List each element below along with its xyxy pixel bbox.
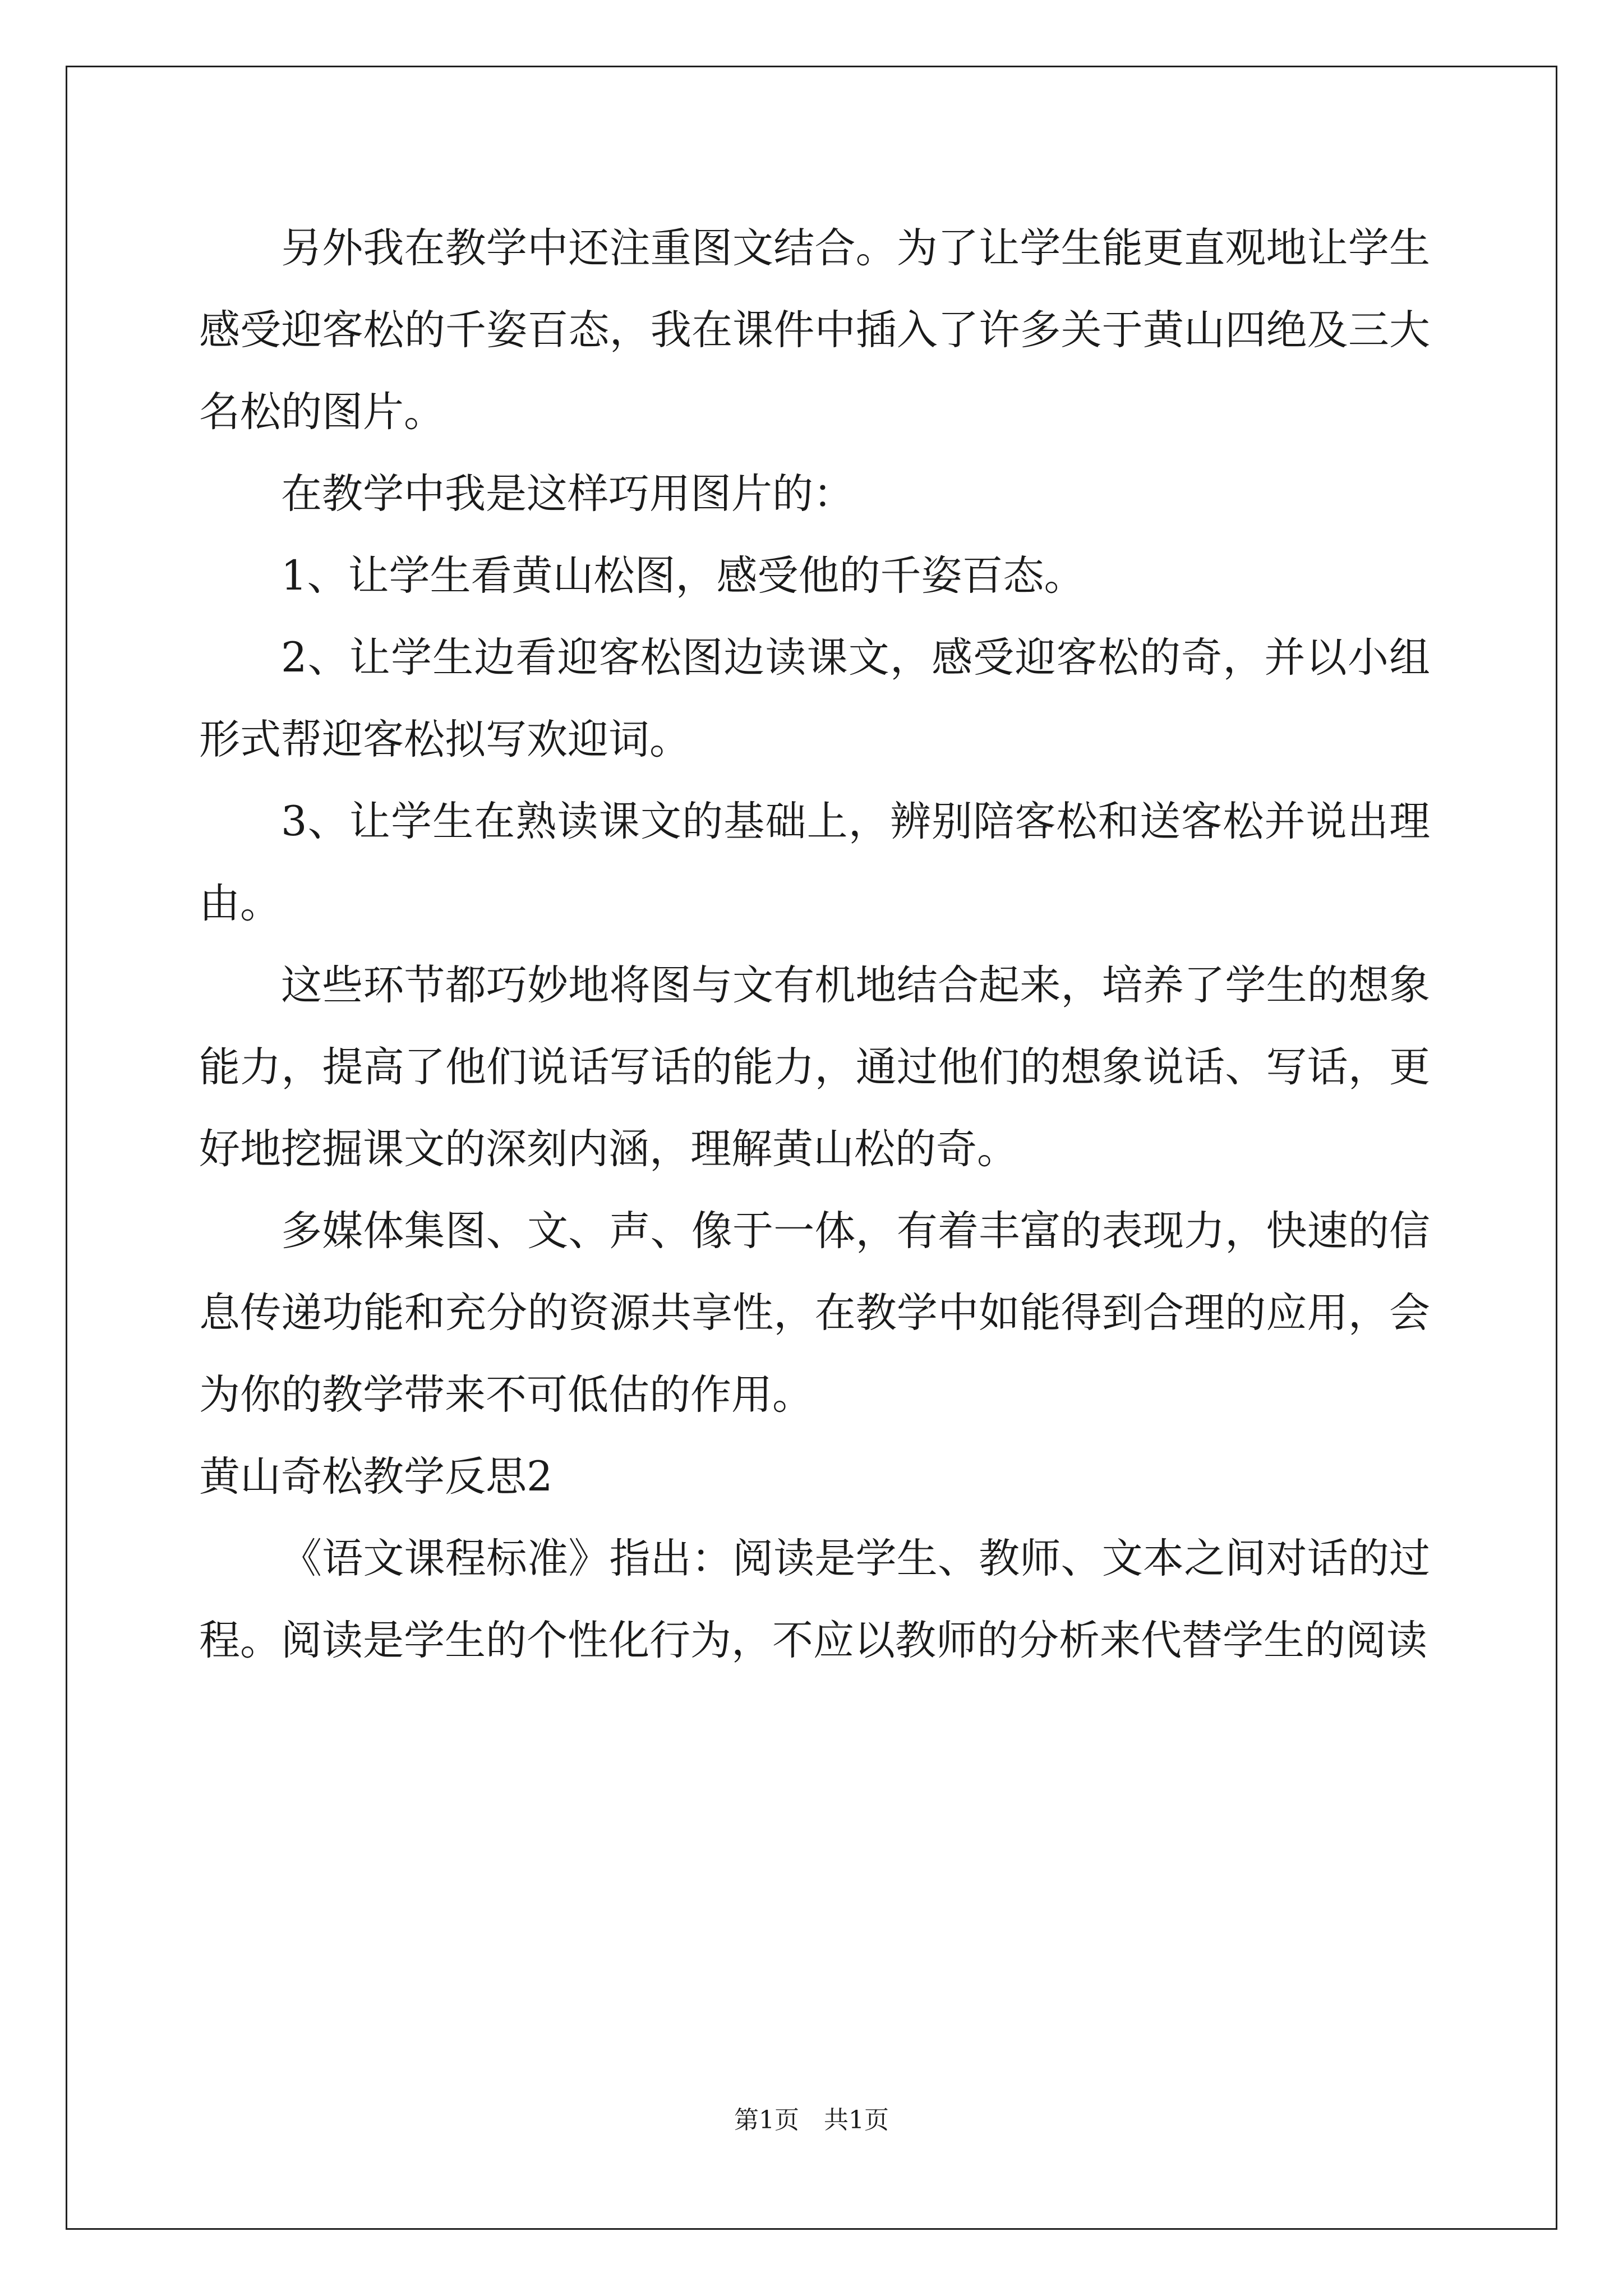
list-item: 1、让学生看黄山松图，感受他的千姿百态。 (281, 552, 1085, 600)
document-body (199, 208, 1430, 1682)
list-item: 2、让学生边看迎客松图边读课文，感受迎客松的奇，并以小组形式帮迎客松拟写欢迎词。 (199, 634, 1430, 763)
paragraph: 另外我在教学中还注重图文结合。为了让学生能更直观地让学生感受迎客松的千姿百态，我在课件中插入了许多关于黄山四绝及三大名松的图片。 (199, 224, 1430, 436)
paragraph: 这些环节都巧妙地将图与文有机地结合起来，培养了学生的想象能力，提高了他们说话写话的能力，通过他们的想象说话、写话，更好地挖掘课文的深刻内涵，理解黄山松的奇。 (199, 961, 1430, 1173)
paragraph: 在教学中我是这样巧用图片的： (281, 470, 854, 518)
paragraph: 《语文课程标准》指出：阅读是学生、教师、文本之间对话的过程。阅读是学生的个性化行为，不应以教师的分析来代替学生的阅读 (199, 1535, 1430, 1664)
list-item: 3、让学生在熟读课文的基础上，辨别陪客松和送客松并说出理由。 (199, 798, 1430, 927)
page-number-footer: 第1页 共1页 (734, 2106, 889, 2134)
section-heading: 黄山奇松教学反思2 (199, 1453, 553, 1501)
paragraph: 多媒体集图、文、声、像于一体，有着丰富的表现力，快速的信息传递功能和充分的资源共享性，在教学中如能得到合理的应用，会为你的教学带来不可低估的作用。 (199, 1207, 1430, 1419)
